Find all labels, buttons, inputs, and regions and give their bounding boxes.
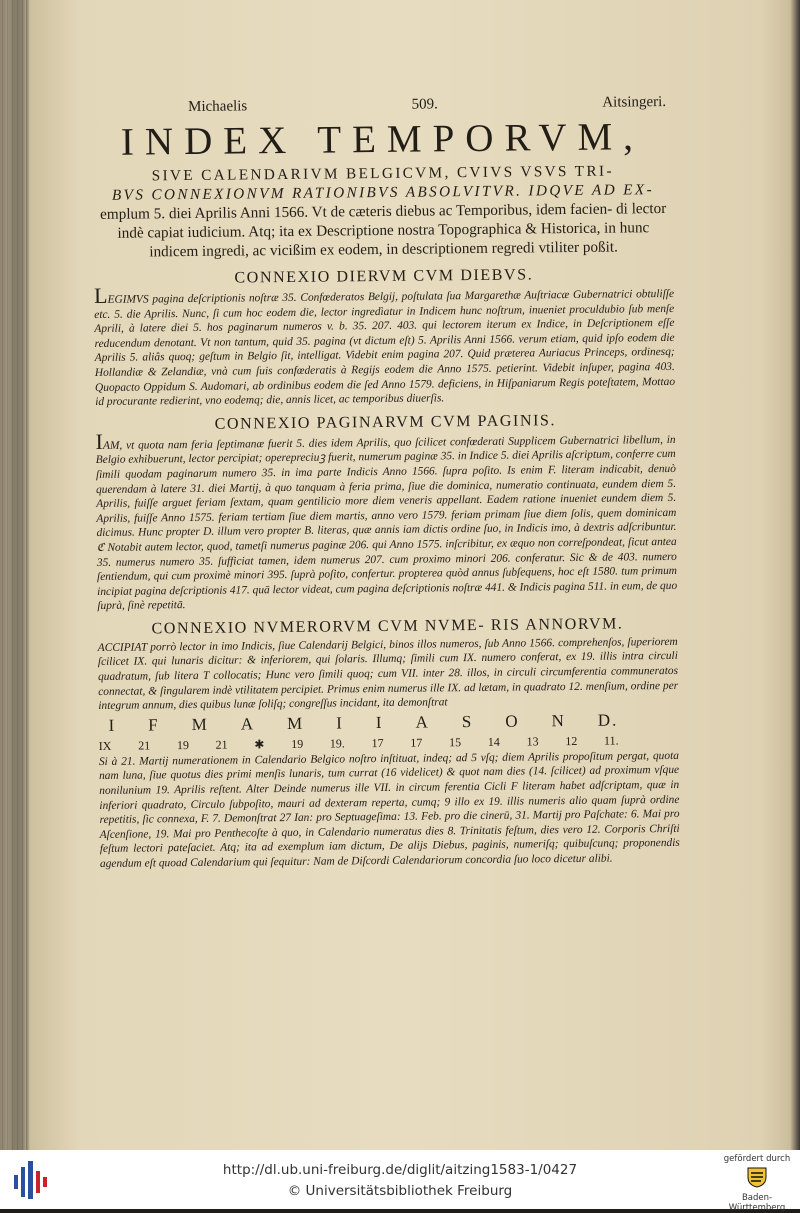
lunar-number: 12 [565, 733, 578, 748]
lunar-number: 13 [526, 734, 539, 749]
section-body: EGIMVS pagina deſcriptionis noſtræ 35. Confœderatos Belgij, poſtulata ſua Margarethæ Auſtriacæ Gubernatrici obtuliſſe etc. 5. die Aprilis. Nunc, ſi cum hoc eodem die, lector ingredìatur in Indicem hunc noſtrum, inueniet proculdubio ſub menſe Aprili, à latere diei 5. hos paginarum numeros v. b. 35. 207. 403. qui lectorem iterum ex Indice, in Deſcriptionem eſſe reducendum denotant. Vt non tantum, quid 35. pagina (vt dictum eſt) 5. Aprilis Anni 1566. verum etiam, quid ipſo eodem die Aprilis 5. aliâs quoq; geſtum in Belgio ſit, intelligat. Videbit enim pagina 207. Quid præterea Auriacus Princeps, ordinesq; Hollandiæ & Zelandiæ, vnà cum ſuis confœderatis à Regijs eodem die Anno 1575. petierint. Videbit inſuper, pagina 403. Quopacto Oppidum S. Audomari, ab ordinibus eodem die ſed Anno 1579. deficiens, in Hiſpaniarum Regis poteſtatem, Mottao id procurante redierint, vno eodemq; die, annis licet, ac temporibus diuerſis. [94, 287, 676, 409]
running-head [92, 94, 672, 117]
section-text [93, 282, 676, 410]
viewer-footer [0, 1150, 800, 1213]
month-letter: I [336, 713, 344, 733]
section-connexio-dierum [94, 264, 675, 410]
book-page-edges [0, 0, 26, 1150]
page-content [92, 94, 680, 872]
section-connexio-paginarum [95, 410, 677, 614]
lunar-number: 17 [410, 735, 423, 750]
running-head-left: Michaelis [187, 98, 248, 115]
drop-cap: I [95, 428, 104, 454]
asterisk-icon: ✱ [254, 737, 265, 752]
lunar-number: 21 [138, 738, 151, 753]
drop-cap: L [93, 282, 108, 308]
subtitle-caps-line-1: SIVE CALENDARIVM BELGICVM, CVIVS VSVS TRI- [151, 162, 614, 185]
lunar-number: 19 [291, 736, 304, 751]
month-letter: A [240, 714, 256, 734]
section-heading: CONNEXIO DIERVM CVM DIEBVS. [234, 266, 534, 287]
lunar-number: 19. [329, 736, 345, 751]
month-letter: M [286, 713, 305, 733]
month-letter: A [415, 712, 430, 732]
copyright-text: © Universitätsbibliothek Freiburg [287, 1183, 513, 1199]
month-letter: I [375, 712, 384, 732]
lunar-number: 15 [449, 735, 462, 750]
subtitle [93, 161, 674, 262]
lunar-number: 21 [215, 737, 228, 752]
section-heading: CONNEXIO NVMERORVM CVM NVME- RIS ANNORVM. [151, 615, 624, 638]
month-letter: F [148, 715, 160, 735]
month-letter: D. [597, 710, 619, 730]
month-letter: N [551, 710, 566, 731]
page-title: INDEX TEMPORVM, [120, 115, 645, 164]
month-letter: I [108, 715, 117, 735]
month-letter: S [461, 711, 474, 732]
lunar-number: 11. [603, 733, 619, 748]
section-heading: CONNEXIO PAGINARVM CVM PAGINIS. [214, 411, 557, 433]
section-body: AM, vt quota nam feria ſeptimanæ fuerit 5. dies idem Aprilis, quo ſcilicet confœderati Supplicem Gubernatrici libellum, in Belgio exhibuerunt, lector percipiat; operepreciuꝫ fuerit, numerum paginæ 35. in Indice 5. diei Aprilis aſcriptum, conferre cum ſimili quodam paginarum numero 35. in ima parte Indicis Anno 1566. ſupra poſito. Is enim F. literam indicabit, denuò querendam à latere 31. diei Martij, à quo tanquam à feria prima, ſiue die dominica, numeratio continuata, eundem diem 5. Aprilis, fuiſſe arguet feriam ſextam, quam gentilicio more diem veneris appellant. Eadem ratione inueniet eundem diem 5. Aprilis, fuiſſe Anno 1575. feriam tertiam ſiue diem martis, anno vero 1579. feriam primam ſiue diem ſolis, quem dominicam dicimus. Hunc propter D. illum vero propter B. literas, quæ annis iam dictis ordine ſuo, in Indicis imo, à dextris adſcribuntur. ℭ Notabit autem lector, quod, tametſi numerus paginæ 206. qui Anno 1575. inſcribitur, ex æquo non correſpondeat, ſicut antea 35. numerus numero 35. ſufficiat tamen, idem numerus 207. cum proximo minori 206. conferatur. Sic & de 403. numero ſentiendum, qui cum proximè minori 395. ſuprà poſito, confertur. propterea quòd annus ſubſequens, hoc eſt 1580. tum primum incipiat pagina deſcriptionis 417. quā lector videat, cum pagina deſcriptionis noſtræ 441. & Indicis pagina 511. in eum, de quo ſuprà, ſinè repetitā. [95, 433, 678, 613]
section-text [98, 635, 679, 714]
lunar-number: 19 [176, 737, 189, 752]
month-letters-row [108, 710, 618, 735]
baden-wuerttemberg-crest-icon [746, 1166, 768, 1188]
lunar-number: 17 [371, 735, 384, 750]
subtitle-caps-line-2: BVS CONNEXIONVM RATIONIBVS ABSOLVITVR. IDQVE AD EX- [111, 181, 655, 204]
section-text [95, 428, 678, 614]
subtitle-text: emplum 5. diei Aprilis Anni 1566. Vt de cæteris diebus ac Temporibus, idem facien- di lector indè capiat iudicium. Atq; ita ex Descriptione nostra Topographica & Historica, in hunc indicem ingredi, ac vicißim ex eodem, in descriptionem regredi vtiliter poßit. [100, 199, 667, 261]
month-letter: M [191, 714, 209, 734]
sponsor-name: Baden-Württemberg [728, 1193, 786, 1213]
closing-text: Si à 21. Martij numerationem in Calendario Belgico noſtro inſtituat, indeq; ad 5 vſq; diem Aprilis propoſitum pergat, quota nam luna, ſiue quotus dies primi menſis lunaris, tum currat (16 videlicet) & quot nam dies (14. ſcilicet) ad proximum vſque nonilunium 19. Aprilis reſtent. Alter Deinde numerus ille VII. in circum ferentia Cicli F literam habet adſcriptam, quæ in inferiori quadrato, Circulo ſubpoſito, mauri ad dexteram reperta, cumq; 9 illo ex 19. illis numeris alio quam ſuprà ordine repetitis, ſic connexa, F. 7. Demonſtrat 27 Ian: pro Septuageſima: 13. Feb. pro die cinerū, 31. Martij pro Paſchate: 6. Mai pro Aſcenſione, 19. Mai pro Penthecoſte à quo, in Calendario numeratus dies 8. Trinitatis feſtum, dies vero 12. Corporis Chriſti feſtum lectori pateſaciet. Atq; ita ad exemplum iam dictum, De alijs Diebus, paginis, numeriſq; quibuſcunq; proponendis agendum eſt quoad Calendarium qui ſequitur: Nam de Diſcordi Calendariorum concordia ſuo loco dicetur alibi. [98, 749, 680, 870]
lunar-number: 14 [487, 734, 500, 749]
section-body: ACCIPIAT porrò lector in imo Indicis, ſiue Calendarij Belgici, binos illos numeros, ſub Anno 1566. comprehenſos, ſuperiorem ſcilicet IX. qui lunaris dicitur: & inferiorem, qui ſolaris. Illumq; ſimili cum IX. numero conferat, ex 19. illis intra circuli quadratum, ſub litera T collocatis; Hunc vero ſimili quoq; cum VII. inter 28. illos, in circuli circumferentia communeratos connectat, & ſingularem indè vtilitatem percipiet. Primus enim numerus ille IX. ad lætam, in quadrato 12. menſium, ordine per integrum annum, dies quibus lunæ ſoliſq; congreſſus incidant, ita demonſtrat [97, 635, 679, 713]
lunar-number: IX [98, 738, 112, 753]
section-connexio-numerorum [97, 614, 678, 714]
month-letter: O [505, 711, 520, 731]
sponsor-label: gefördert durch [723, 1154, 791, 1164]
page-number: 509. [411, 96, 438, 113]
running-head-right: Aitsingeri. [602, 93, 667, 111]
sponsor-logo[interactable] [722, 1154, 792, 1213]
permalink-url[interactable]: http://dl.ub.uni-freiburg.de/diglit/aitzing1583-1/0427 [222, 1162, 578, 1178]
